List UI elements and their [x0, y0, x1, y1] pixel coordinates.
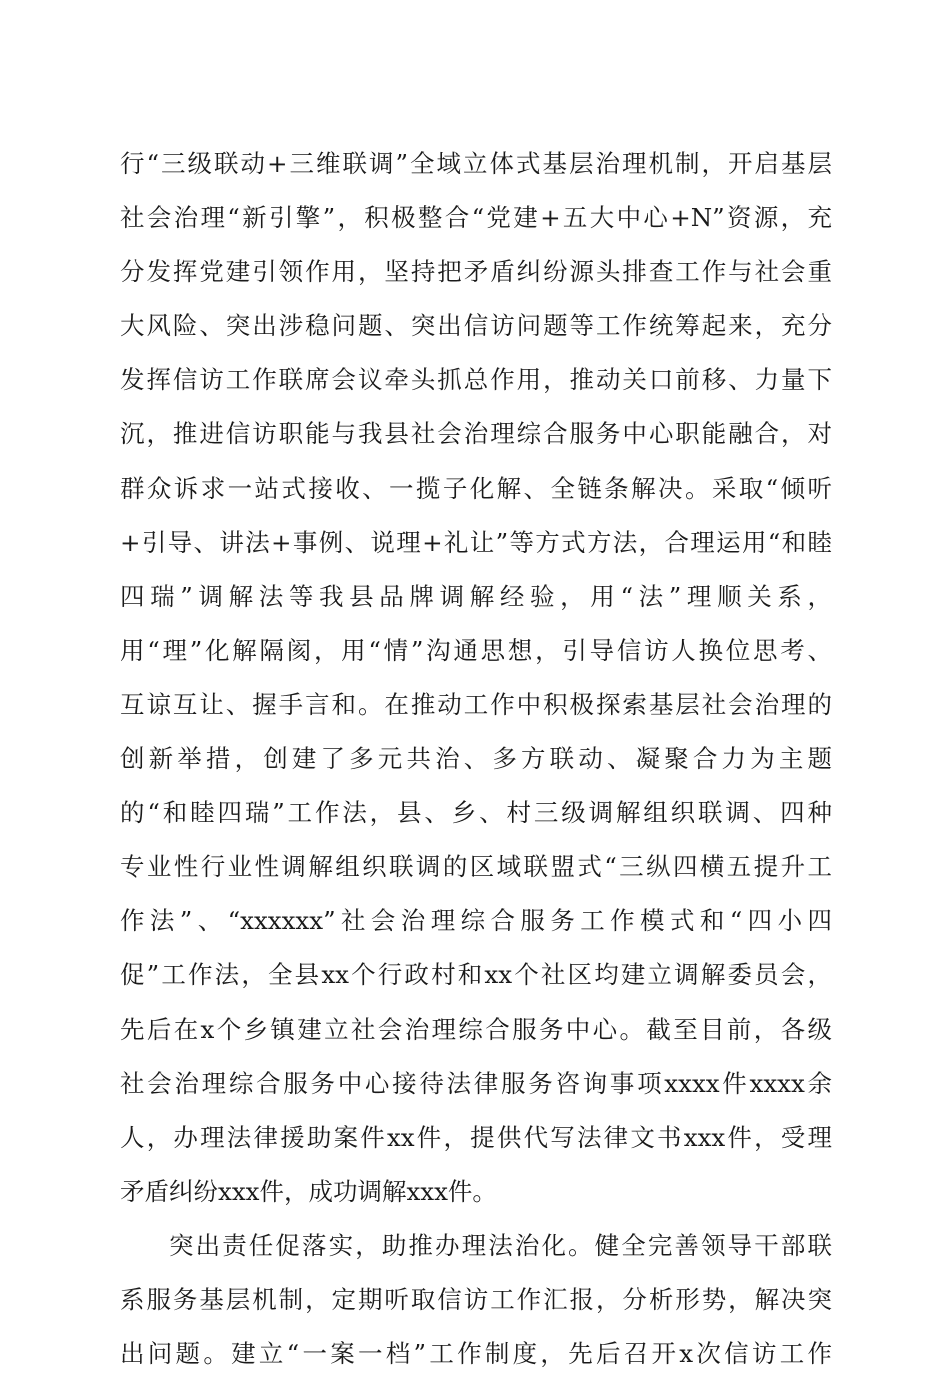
paragraph-1: [120, 137, 832, 1219]
text-line: 创新举措，创建了多元共治、多方联动、凝聚合力为主题: [120, 744, 832, 774]
text-line: 作法”、“xxxxxx”社会治理综合服务工作模式和“四小四: [120, 906, 832, 936]
text-line: +引导、讲法+事例、说理+礼让”等方式方法，合理运用“和睦: [120, 527, 832, 557]
text-line: 矛盾纠纷xxx件，成功调解xxx件。: [120, 1176, 497, 1206]
text-line: 促”工作法，全县xx个行政村和xx个社区均建立调解委员会，: [120, 960, 832, 990]
text-line: 沉，推进信访职能与我县社会治理综合服务中心职能融合，对: [120, 419, 832, 449]
text-line: 群众诉求一站式接收、一揽子化解、全链条解决。采取“倾听: [120, 473, 832, 503]
text-line: 社会治理“新引擎”，积极整合“党建+五大中心+N”资源，充: [120, 203, 832, 233]
text-line: 发挥信访工作联席会议牵头抓总作用，推动关口前移、力量下: [120, 365, 832, 395]
text-line: 突出责任促落实，助推办理法治化。健全完善领导干部联: [169, 1230, 832, 1260]
text-line: 行“三级联动+三维联调”全域立体式基层治理机制，开启基层: [120, 149, 832, 178]
text-line: 出问题。建立“一案一档”工作制度，先后召开x次信访工作: [120, 1339, 832, 1369]
text-line: 大风险、突出涉稳问题、突出信访问题等工作统筹起来，充分: [120, 311, 832, 341]
text-line: 互谅互让、握手言和。在推动工作中积极探索基层社会治理的: [120, 689, 832, 719]
text-line: 系服务基层机制，定期听取信访工作汇报，分析形势，解决突: [120, 1284, 832, 1314]
text-line: 的“和睦四瑞”工作法，县、乡、村三级调解组织联调、四种: [120, 798, 832, 828]
text-line: 分发挥党建引领作用，坚持把矛盾纠纷源头排查工作与社会重: [120, 257, 832, 287]
text-line: 社会治理综合服务中心接待法律服务咨询事项xxxx件xxxx余: [120, 1068, 832, 1098]
text-line: 人，办理法律援助案件xx件，提供代写法律文书xxx件，受理: [120, 1122, 832, 1152]
text-line: 四瑞”调解法等我县品牌调解经验，用“法”理顺关系，: [120, 581, 832, 611]
paragraph-2: [120, 1219, 832, 1381]
text-line: 用“理”化解隔阂，用“情”沟通思想，引导信访人换位思考、: [120, 635, 832, 665]
text-line: 专业性行业性调解组织联调的区域联盟式“三纵四横五提升工: [120, 852, 832, 882]
body-text: [120, 137, 832, 1381]
text-line: 先后在x个乡镇建立社会治理综合服务中心。截至目前，各级: [120, 1014, 832, 1044]
